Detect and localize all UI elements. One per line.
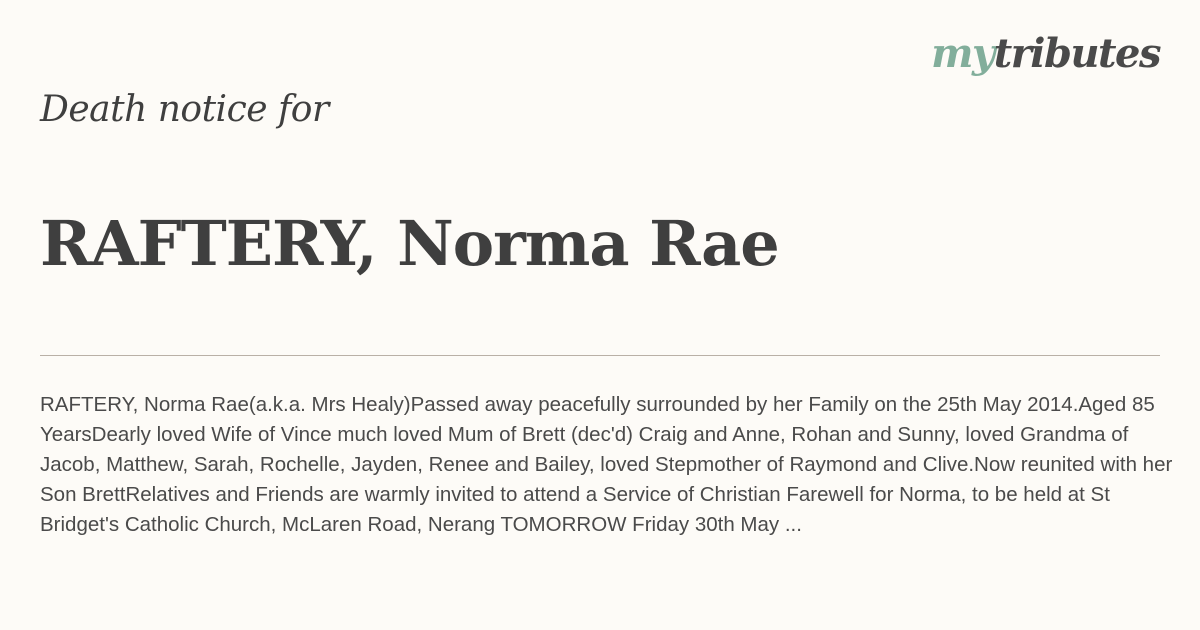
logo-text-tributes: tributes — [993, 30, 1160, 77]
section-divider — [40, 355, 1160, 356]
page-subtitle: Death notice for — [40, 89, 329, 130]
logo-text-my: my — [931, 30, 994, 77]
deceased-name: RAFTERY, Norma Rae — [40, 207, 779, 280]
mytributes-logo[interactable] — [931, 30, 1160, 77]
notice-text: RAFTERY, Norma Rae(a.k.a. Mrs Healy)Passed away peacefully surrounded by her Family on the 25th May 2014.Aged 85 YearsDearly loved Wife of Vince much loved Mum of Brett (dec'd) Craig and Anne, Rohan and Sunny, loved Grandma of Jacob, Matthew, Sarah, Rochelle, Jayden, Renee and Bailey, loved Stepmother of Raymond and Clive.Now reunited with her Son BrettRelatives and Friends are warmly invited to attend a Service of Christian Farewell for Norma, to be held at St Bridget's Catholic Church, McLaren Road, Nerang TOMORROW Friday 30th May ... — [40, 393, 1173, 536]
